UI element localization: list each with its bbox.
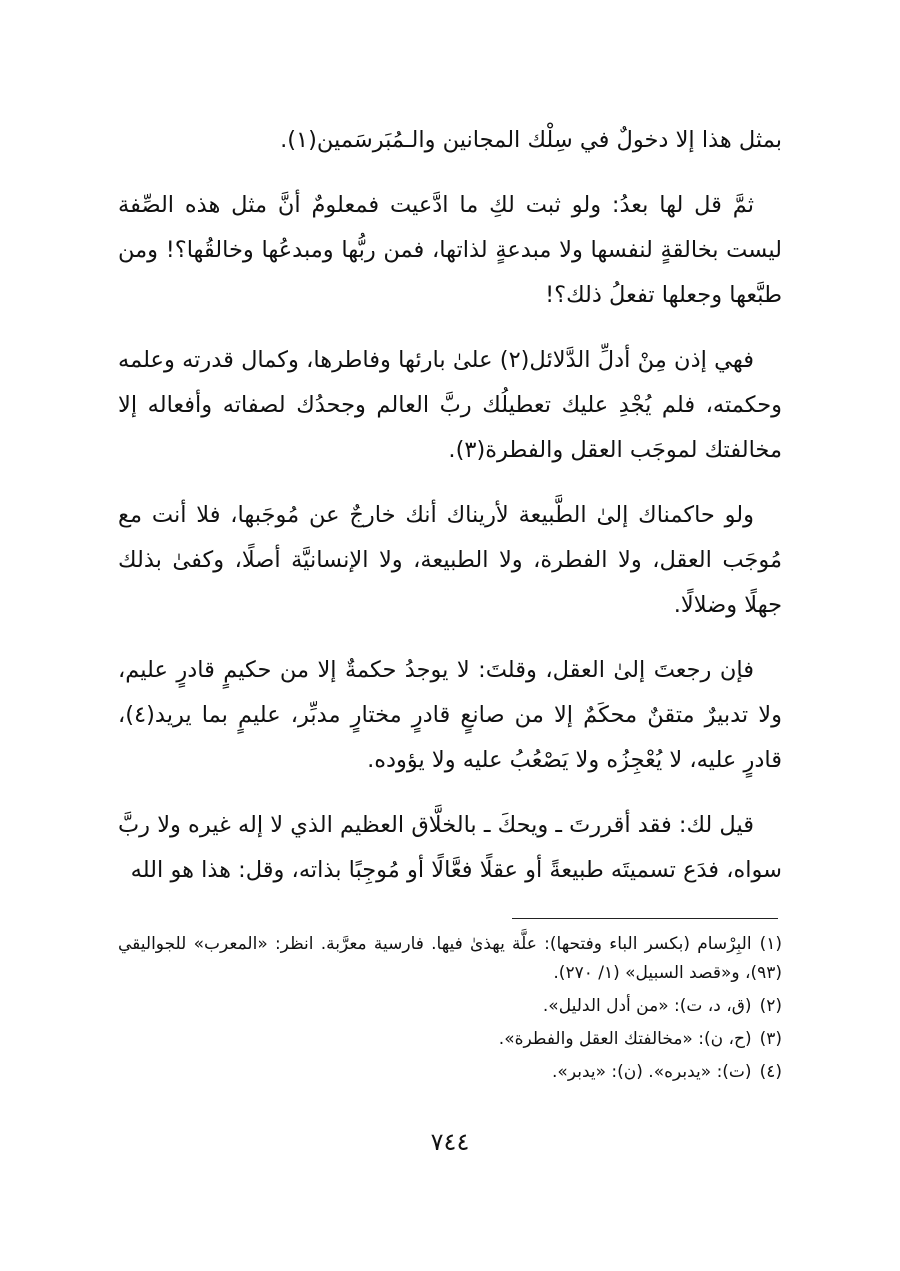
footnote-number: (١) (759, 934, 782, 954)
paragraph-5: فإن رجعتَ إلىٰ العقل، وقلتَ: لا يوجدُ حكمةٌ إلا من حكيمٍ قادرٍ عليم، ولا تدبيرٌ متقنٌ محكَمٌ إلا من صانعٍ قادرٍ مختارٍ مدبِّر، عليمٍ بما يريد(٤)، قادرٍ عليه، لا يُعْجِزُه ولا يَصْعُبُ عليه ولا يؤوده. (118, 657, 782, 773)
footnote-4 (118, 1058, 782, 1087)
footnote-number: (٣) (759, 1029, 782, 1049)
footnotes (118, 930, 782, 1091)
paragraph-3: فهي إذن مِنْ أدلِّ الدَّلائل(٢) علىٰ بارئها وفاطرها، وكمال قدرته وعلمه وحكمته، فلم يُجْدِ عليك تعطيلُك ربَّ العالم وجحدُك لصفاته وأفعاله إلا مخالفتك لموجَب العقل والفطرة(٣). (118, 347, 782, 463)
page-number: ٧٤٤ (430, 1128, 470, 1156)
footnote-separator (512, 918, 778, 919)
footnote-1 (118, 930, 782, 988)
footnote-3 (118, 1025, 782, 1054)
footnote-text: (ق، د، ت): «من أدل الدليل». (542, 996, 752, 1016)
footnote-number: (٤) (759, 1062, 782, 1082)
footnote-number: (٢) (759, 996, 782, 1016)
footnote-2 (118, 992, 782, 1021)
footnote-text: (ت): «يدبره». (ن): «يدبر». (552, 1062, 752, 1082)
paragraph-2: ثمَّ قل لها بعدُ: ولو ثبت لكِ ما ادَّعيت فمعلومٌ أنَّ مثل هذه الصِّفة ليست بخالقةٍ لنفسها ولا مبدعةٍ لذاتها، فمن ربُّها ومبدعُها وخالقُها؟! ومن طبَّعها وجعلها تفعلُ ذلك؟! (118, 192, 782, 308)
paragraph-4: ولو حاكمناك إلىٰ الطَّبيعة لأريناك أنك خارجٌ عن مُوجَبها، فلا أنت مع مُوجَب العقل، ولا الفطرة، ولا الطبيعة، ولا الإنسانيَّة أصلًا، وكفىٰ بذلك جهلًا وضلالًا. (118, 502, 782, 618)
footnote-text: البِرْسام (بكسر الباء وفتحها): علَّة يهذىٰ فيها. فارسية معرَّبة. انظر: «المعرب» للجواليقي (٩٣)، و«قصد السبيل» (١/ ٢٧٠). (118, 934, 782, 983)
footnote-text: (ح، ن): «مخالفتك العقل والفطرة». (498, 1029, 752, 1049)
paragraph-6: قيل لك: فقد أقررتَ ـ ويحكَ ـ بالخلَّاق العظيم الذي لا إله غيره ولا ربَّ سواه، فدَع تسميتَه طبيعةً أو عقلًا فعَّالًا أو مُوجِبًا بذاته، وقل: هذا هو الله (118, 812, 782, 883)
main-text (118, 118, 782, 913)
paragraph-1: بمثل هذا إلا دخولٌ في سِلْك المجانين والـمُبَرسَمين(١). (280, 127, 782, 153)
